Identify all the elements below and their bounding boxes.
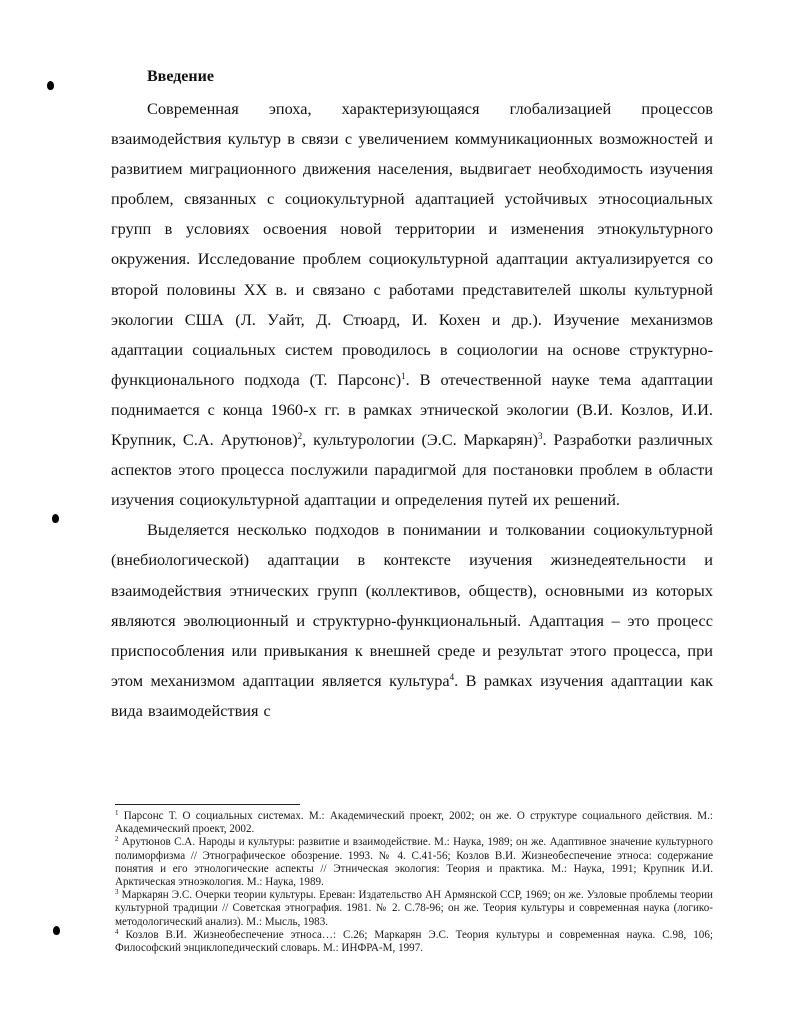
- text-segment: . В отечественной науке тема адаптации поднимается с конца 1960-х гг. в рамках этнической экологии (В.И. Козлов, И.И. Крупник, С.А. Арутюнов): [111, 369, 713, 450]
- footnote: [115, 889, 713, 929]
- footnote-mark: 2: [115, 835, 119, 844]
- footnote-ref[interactable]: 4: [449, 671, 455, 682]
- footnote-text: Арутюнов С.А. Народы и культуры: развитие и взаимодействие. М.: Наука, 1989; он же. Адаптивное значение культурного полиморфизма // Этнографическое обозрение. 1993. № 4. С.41-56; Козлов В.И. Жизнеобеспечение этноса: содержание понятия и его этнологические аспекты // Этническая экология: Теория и практика. М.: Наука, 1991; Крупник И.И. Арктическая этноэкология. М.: Наука, 1989.: [115, 836, 713, 889]
- text-segment: . В рамках изучения адаптации как вида взаимодействия с: [111, 670, 713, 720]
- footnote-text: Маркарян Э.С. Очерки теории культуры. Ереван: Издательство АН Армянской ССР, 1969; он же. Узловые проблемы теории культурной традиции // Советская этнография. 1981. № 2. С.78-96; он же. Теория культуры и современная наука (логико-методологический анализ). М.: Мысль, 1983.: [115, 889, 713, 928]
- text-segment: . Разработки различных аспектов этого процесса послужили парадигмой для постановки проблем в области изучения социокультурной адаптации и определения путей их решений.: [111, 430, 714, 510]
- text-segment: , культурологии (Э.С. Маркарян): [302, 430, 539, 450]
- footnote: [115, 836, 713, 889]
- footnote-mark: 3: [115, 888, 119, 897]
- bullet-mark-top: [47, 81, 54, 90]
- footnote-mark: 4: [115, 927, 119, 936]
- body-text: [111, 94, 713, 726]
- footnote-text: Козлов В.И. Жизнеобеспечение этноса…: С.26; Маркарян Э.С. Теория культуры и современная наука. С.98, 106; Философский энциклопедический словарь. М.: ИНФРА-М, 1997.: [115, 928, 713, 955]
- footnotes: [115, 810, 713, 955]
- footnote-ref[interactable]: 3: [538, 431, 543, 442]
- bullet-mark-middle: [52, 514, 59, 523]
- footnote-ref[interactable]: 2: [297, 431, 303, 442]
- bullet-mark-bottom: [53, 926, 60, 935]
- paragraph: [111, 94, 713, 515]
- footnote: [115, 810, 713, 836]
- footnote-ref[interactable]: 1: [401, 370, 406, 381]
- footnote-text: Парсонс Т. О социальных системах. М.: Академический проект, 2002; он же. О структуре социального действия. М.: Академический проект, 2002.: [115, 810, 713, 836]
- text-segment: Выделяется несколько подходов в понимании и толковании социокультурной (внебиологической) адаптации в контексте изучения жизнедеятельности и взаимодействия этнических групп (коллективов, обществ), основными из которых являются эволюционный и структурно-функциональный. Адаптация – это процесс приспособления или привыкания к внешней среде и результат этого процесса, при этом механизмом адаптации является культура: [111, 520, 713, 690]
- footnote-mark: 1: [115, 809, 119, 817]
- footnote-separator: [115, 804, 300, 805]
- section-heading: Введение: [147, 68, 214, 85]
- paragraph: [111, 515, 713, 726]
- text-segment: Современная эпоха, характеризующаяся глобализацией процессов взаимодействия культур в связи с увеличением коммуникационных возможностей и развитием миграционного движения населения, выдвигает необходимость изучения проблем, связанных с социокультурной адаптацией устойчивых этносоциальных групп в условиях освоения новой территории и изменения этнокультурного окружения. Исследование проблем социокультурной адаптации актуализируется со второй половины XX в. и связано с работами представителей школы культурной экологии США (Л. Уайт, Д. Стюард, И. Кохен и др.). Изучение механизмов адаптации социальных систем проводилось в социологии на основе структурно-функционального подхода (Т. Парсонс): [111, 99, 713, 389]
- footnote: [115, 929, 713, 955]
